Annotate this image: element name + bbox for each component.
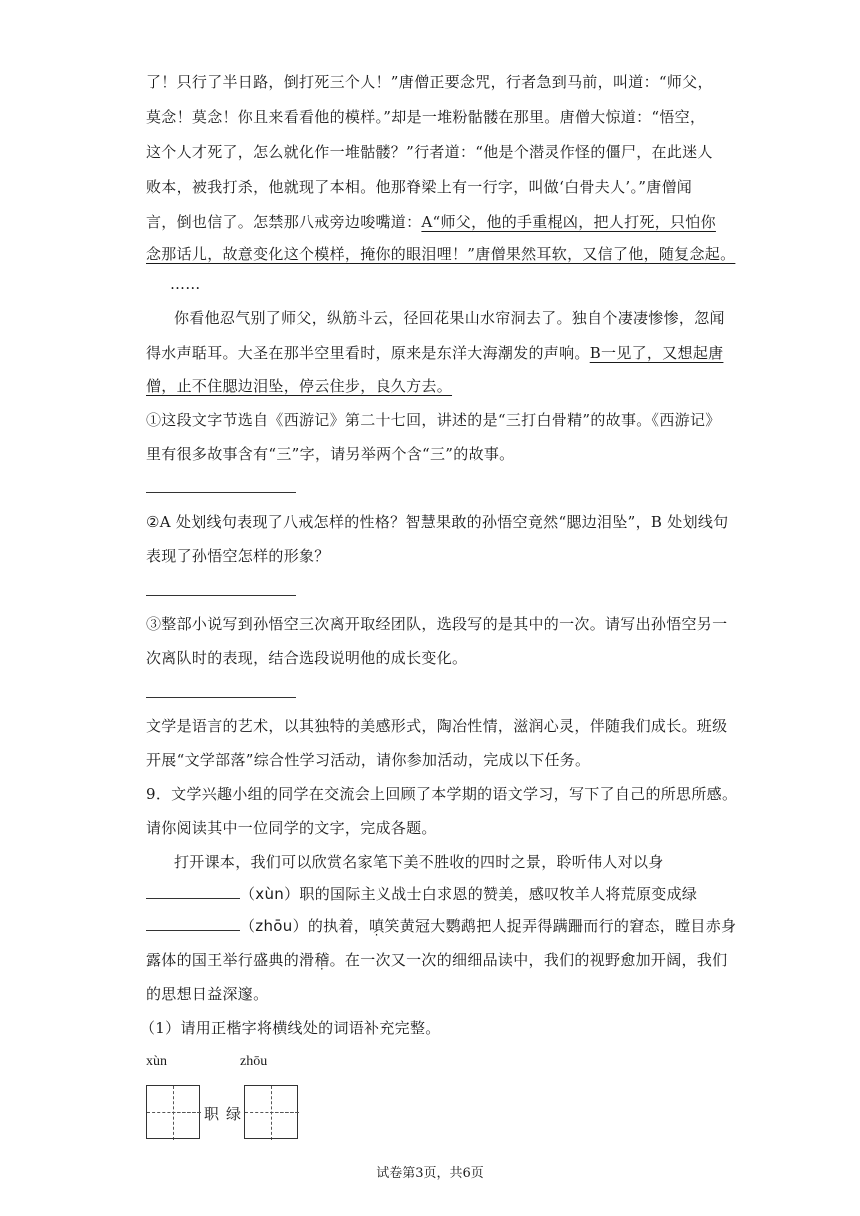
q9-text-line-4-rest: 。在一次又一次的细细品读中，我们的视野愈加开阔，我们 — [329, 951, 728, 969]
pinyin-xun: xùn — [146, 1054, 167, 1069]
passage-line-5 — [146, 212, 726, 232]
underline-a-part1: A“师父，他的手重棍凶，把人打死，只怕你 — [421, 213, 716, 231]
intro-line-2: 开展“文学部落”综合性学习活动，请你参加活动，完成以下任务。 — [146, 751, 591, 769]
dotted-char-ji: 稽 — [314, 951, 330, 969]
fill-blank-xun[interactable] — [146, 884, 240, 899]
passage-para2-line-2 — [146, 343, 726, 363]
q9-text-line-5: 的思想日益深邃。 — [146, 985, 269, 1003]
pinyin-zhou: zhōu — [240, 1054, 268, 1069]
question-2-line-1: ②A 处划线句表现了八戒怎样的性格？智慧果敢的孙悟空竟然“腮边泪坠”，B 处划线句 — [146, 513, 729, 531]
writing-grid-zhou-2[interactable] — [270, 1085, 298, 1139]
underline-a-part2: 念那话儿，故意变化这个模样，掩你的眼泪哩！”唐僧果然耳软，又信了他，随复念起。 — [146, 245, 736, 263]
passage-line-2: 莫念！莫念！你且来看看他的模样。”却是一堆粉骷髅在那里。唐僧大惊道：“悟空， — [146, 108, 706, 126]
passage-para2-line-3 — [146, 376, 726, 396]
fill-blank-zhou[interactable] — [146, 916, 240, 931]
q9-text-line-4 — [146, 950, 726, 970]
passage-line-1: 了！只行了半日路，倒打死三个人！”唐僧正要念咒，行者急到马前，叫道：“师父， — [146, 73, 713, 91]
q9-text-line-3-pre: （zhōu）的执着， — [240, 917, 370, 935]
q9-text-line-3 — [146, 916, 737, 936]
page-footer: 试卷第3页，共6页 — [376, 1166, 484, 1181]
question-1-line-1: ①这段文字节选自《西游记》第二十七回，讲述的是“三打白骨精”的故事。《西游记》 — [146, 411, 721, 429]
question-3-line-2: 次离队时的表现，结合选段说明他的成长变化。 — [146, 649, 468, 667]
q9-text-line-3-rest: 笑黄冠大鹦鹉把人捉弄得蹒跚而行的窘态，瞠目赤身 — [384, 917, 737, 935]
writing-grid-xun-2[interactable] — [172, 1085, 200, 1139]
passage-para2-line-2-text: 得水声聒耳。大圣在那半空里看时，原来是东洋大海潮发的声响。 — [146, 344, 590, 362]
ellipsis: …… — [170, 275, 201, 293]
q9-text-line-2-text: （xùn）职的国际主义战士白求恩的赞美，感叹牧羊人将荒原变成绿 — [240, 885, 698, 903]
underline-b-part1: B一见了，又想起唐 — [589, 344, 724, 362]
underline-b-part2: 僧，止不住腮边泪坠，停云住步，良久方去。 — [146, 377, 453, 395]
passage-line-5-text: 言，倒也信了。怎禁那八戒旁边唆嘴道： — [146, 213, 422, 231]
sub-question-1: （1）请用正楷字将横线处的词语补充完整。 — [140, 1019, 441, 1037]
passage-line-3: 这个人才死了，怎么就化作一堆骷髅？”行者道：“他是个潜灵作怪的僵尸，在此迷人 — [146, 143, 713, 161]
char-lv: 绿 — [226, 1105, 242, 1123]
passage-line-6 — [146, 244, 736, 264]
answer-line-2[interactable] — [146, 595, 296, 596]
question-2-line-2: 表现了孙悟空怎样的形象？ — [146, 547, 330, 565]
question-9-line-2: 请你阅读其中一位同学的文字，完成各题。 — [146, 819, 437, 837]
q9-text-line-2 — [146, 884, 726, 904]
question-1-line-2: 里有很多故事含有“三”字，请另举两个含“三”的故事。 — [146, 445, 515, 463]
q9-text-line-4-pre: 露体的国王举行盛典的滑 — [146, 951, 315, 969]
passage-para2-line-1: 你看他忍气别了师父，纵筋斗云，径回花果山水帘洞去了。独自个凄凄惨惨，忽闻 — [174, 309, 725, 327]
passage-line-4: 败本，被我打杀，他就现了本相。他那脊梁上有一行字，叫做‘白骨夫人’。”唐僧闻 — [146, 178, 693, 196]
dotted-char-chen: 嗔 — [369, 917, 385, 935]
char-zhi: 职 — [204, 1105, 220, 1123]
answer-line-3[interactable] — [146, 697, 296, 698]
q9-text-line-1: 打开课本，我们可以欣赏名家笔下美不胜收的四时之景，聆听伟人对以身 — [174, 853, 664, 871]
intro-line-1: 文学是语言的艺术，以其独特的美感形式，陶冶性情，滋润心灵，伴随我们成长。班级 — [146, 717, 728, 735]
question-9-line-1: 9．文学兴趣小组的同学在交流会上回顾了本学期的语文学习，写下了自己的所思所感。 — [146, 785, 738, 803]
question-3-line-1: ③整部小说写到孙悟空三次离开取经团队，选段写的是其中的一次。请写出孙悟空另一 — [146, 615, 728, 633]
answer-line-1[interactable] — [146, 492, 296, 493]
